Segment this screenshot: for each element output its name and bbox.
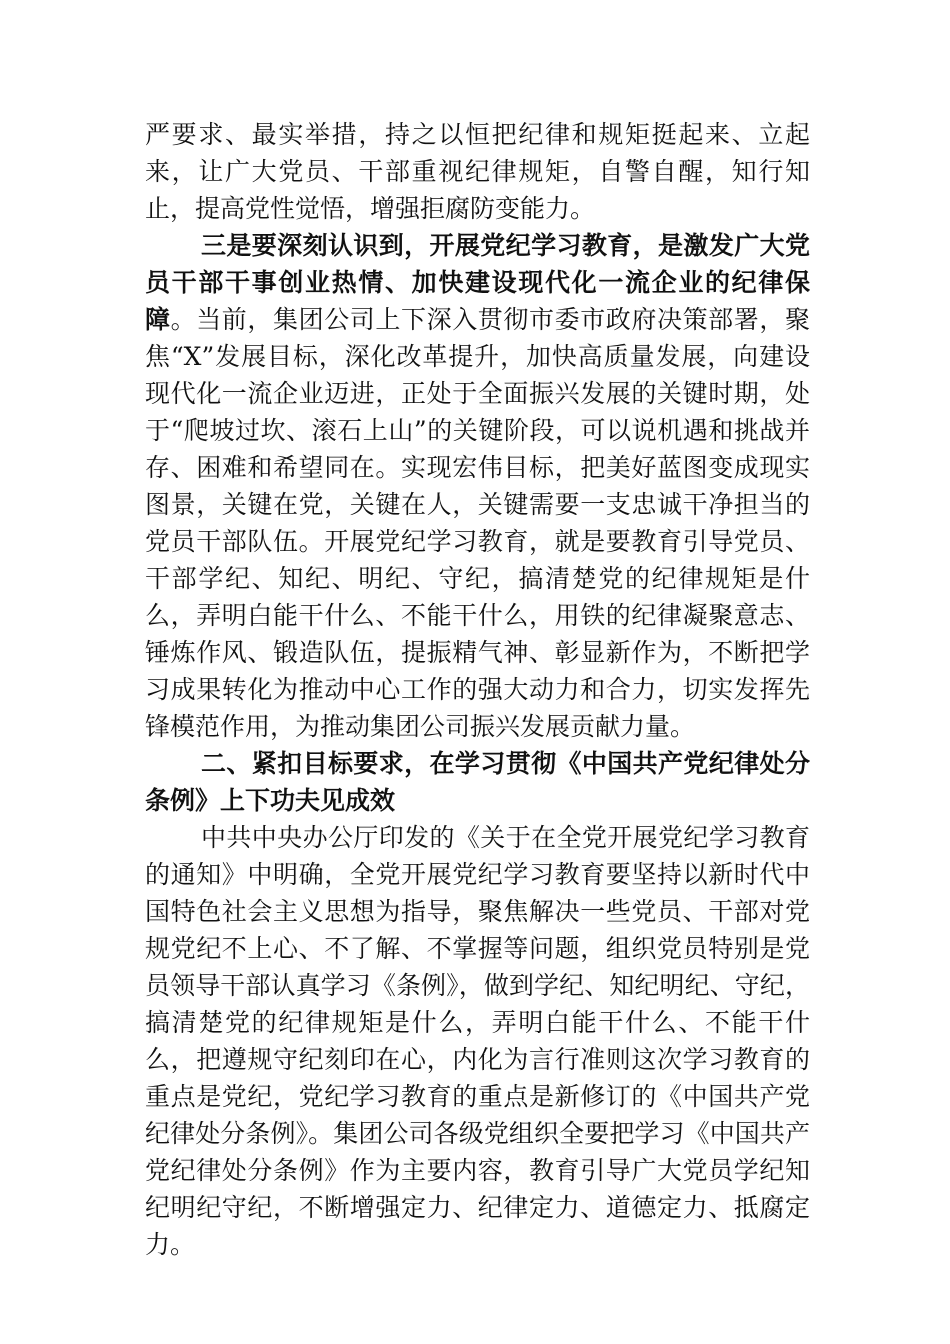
paragraph-point-three bbox=[145, 227, 810, 745]
point-three-lead: 三是要深刻认识到，开展党纪学习教育，是激发广大党员干部干事创业热情、加快建设现代化一流企业的纪律保障 bbox=[145, 231, 810, 334]
paragraph-continuation: 严要求、最实举措，持之以恒把纪律和规矩挺起来、立起来，让广大党员、干部重视纪律规矩，自警自醒，知行知止，提高党性觉悟，增强拒腐防变能力。 bbox=[145, 120, 810, 223]
point-three-body: 。当前，集团公司上下深入贯彻市委市政府决策部署，聚焦“X”发展目标，深化改革提升，加快高质量发展，向建设现代化一流企业迈进，正处于全面振兴发展的关键时期，处于“爬坡过坎、滚石上山”的关键阶段，可以说机遇和挑战并存、困难和希望同在。实现宏伟目标，把美好蓝图变成现实图景，关键在党，关键在人，关键需要一支忠诚干净担当的党员干部队伍。开展党纪学习教育，就是要教育引导党员、干部学纪、知纪、明纪、守纪，搞清楚党的纪律规矩是什么，弄明白能干什么、不能干什么，用铁的纪律凝聚意志、锤炼作风、锻造队伍，提振精气神、彰显新作为，不断把学习成果转化为推动中心工作的强大动力和合力，切实发挥先锋模范作用，为推动集团公司振兴发展贡献力量。 bbox=[145, 305, 810, 741]
paragraph-section-two: 中共中央办公厅印发的《关于在全党开展党纪学习教育的通知》中明确，全党开展党纪学习教育要坚持以新时代中国特色社会主义思想为指导，聚焦解决一些党员、干部对党规党纪不上心、不了解、不掌握等问题，组织党员特别是党员领导干部认真学习《条例》，做到学纪、知纪明纪、守纪，搞清楚党的纪律规矩是什么，弄明白能干什么、不能干什么，把遵规守纪刻印在心，内化为言行准则这次学习教育的重点是党纪，党纪学习教育的重点是新修订的《中国共产党纪律处分条例》。集团公司各级党组织全要把学习《中国共产党纪律处分条例》作为主要内容，教育引导广大党员学纪知纪明纪守纪，不断增强定力、纪律定力、道德定力、抵腐定力。 bbox=[145, 823, 810, 1259]
section-heading-two: 二、紧扣目标要求，在学习贯彻《中国共产党纪律处分条例》上下功夫见成效 bbox=[145, 749, 810, 815]
document-body bbox=[145, 116, 810, 1263]
